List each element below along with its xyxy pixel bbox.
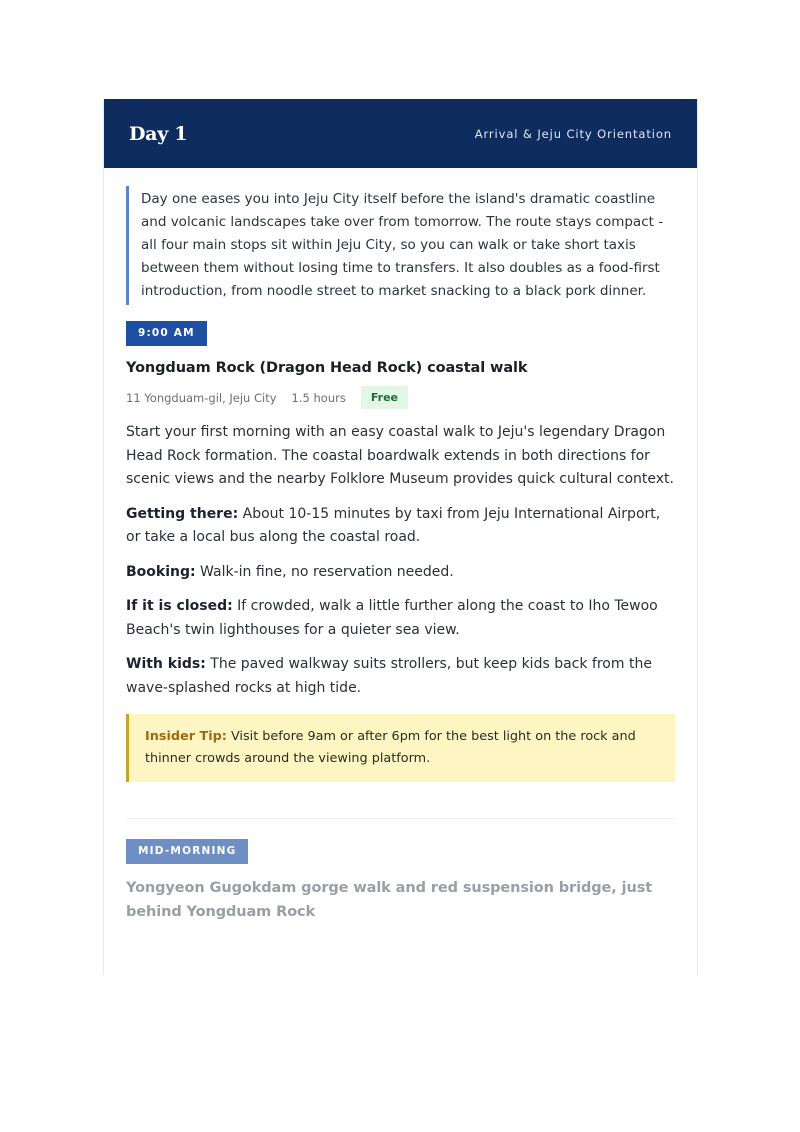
next-stop-title: Yongyeon Gugokdam gorge walk and red suspension bridge, just behind Yongduam Rock [126,880,653,920]
stop-duration: 1.5 hours [291,390,346,405]
insider-tip-text: Visit before 9am or after 6pm for the best light on the rock and thinner crowds around the viewing platform. [145,729,636,766]
closed-text: If crowded, walk a little further along the coast to Iho Tewoo Beach's twin lighthouses for a quieter sea view. [126,598,658,638]
stop-divider [126,818,675,819]
day-title: Day 1 [129,122,188,145]
stop-meta [126,386,675,409]
day-card [103,99,698,975]
kids-label: With kids: [126,656,206,672]
stop-address: 11 Yongduam-gil, Jeju City [126,390,277,405]
insider-tip [126,714,675,782]
next-stop [126,839,675,924]
day-subtitle: Arrival & Jeju City Orientation [474,126,672,141]
stop-time-badge: 9:00 AM [126,321,207,346]
day-header [104,99,697,168]
stop-title: Yongduam Rock (Dragon Head Rock) coastal walk [126,360,528,376]
stop-description: Start your first morning with an easy coastal walk to Jeju's legendary Dragon Head Rock formation. The coastal boardwalk extends in both directions for scenic views and the nearby Folklore Museum provides quick cultural context. [126,424,674,487]
closed-line [126,595,675,642]
day-content [104,168,697,924]
closed-label: If it is closed: [126,598,233,614]
getting-there-text: About 10-15 minutes by taxi from Jeju International Airport, or take a local bus along the coastal road. [126,505,661,545]
price-badge: Free [361,386,408,409]
next-stop-time-badge: MID-MORNING [126,839,248,864]
kids-line [126,653,675,700]
booking-line [126,561,675,585]
getting-there-line [126,503,675,550]
booking-text: Walk-in fine, no reservation needed. [195,563,454,580]
insider-tip-label: Insider Tip: [145,729,227,744]
kids-text: The paved walkway suits strollers, but keep kids back from the wave-splashed rocks at high tide. [126,656,652,696]
day-intro: Day one eases you into Jeju City itself before the island's dramatic coastline and volcanic landscapes take over from tomorrow. The route stays compact - all four main stops sit within Jeju City, so you can walk or take short taxis between them without losing time to transfers. It also doubles as a food-first introduction, from noodle street to market snacking to a black pork dinner. [126,186,675,305]
booking-label: Booking: [126,563,196,580]
getting-there-label: Getting there: [126,505,239,522]
